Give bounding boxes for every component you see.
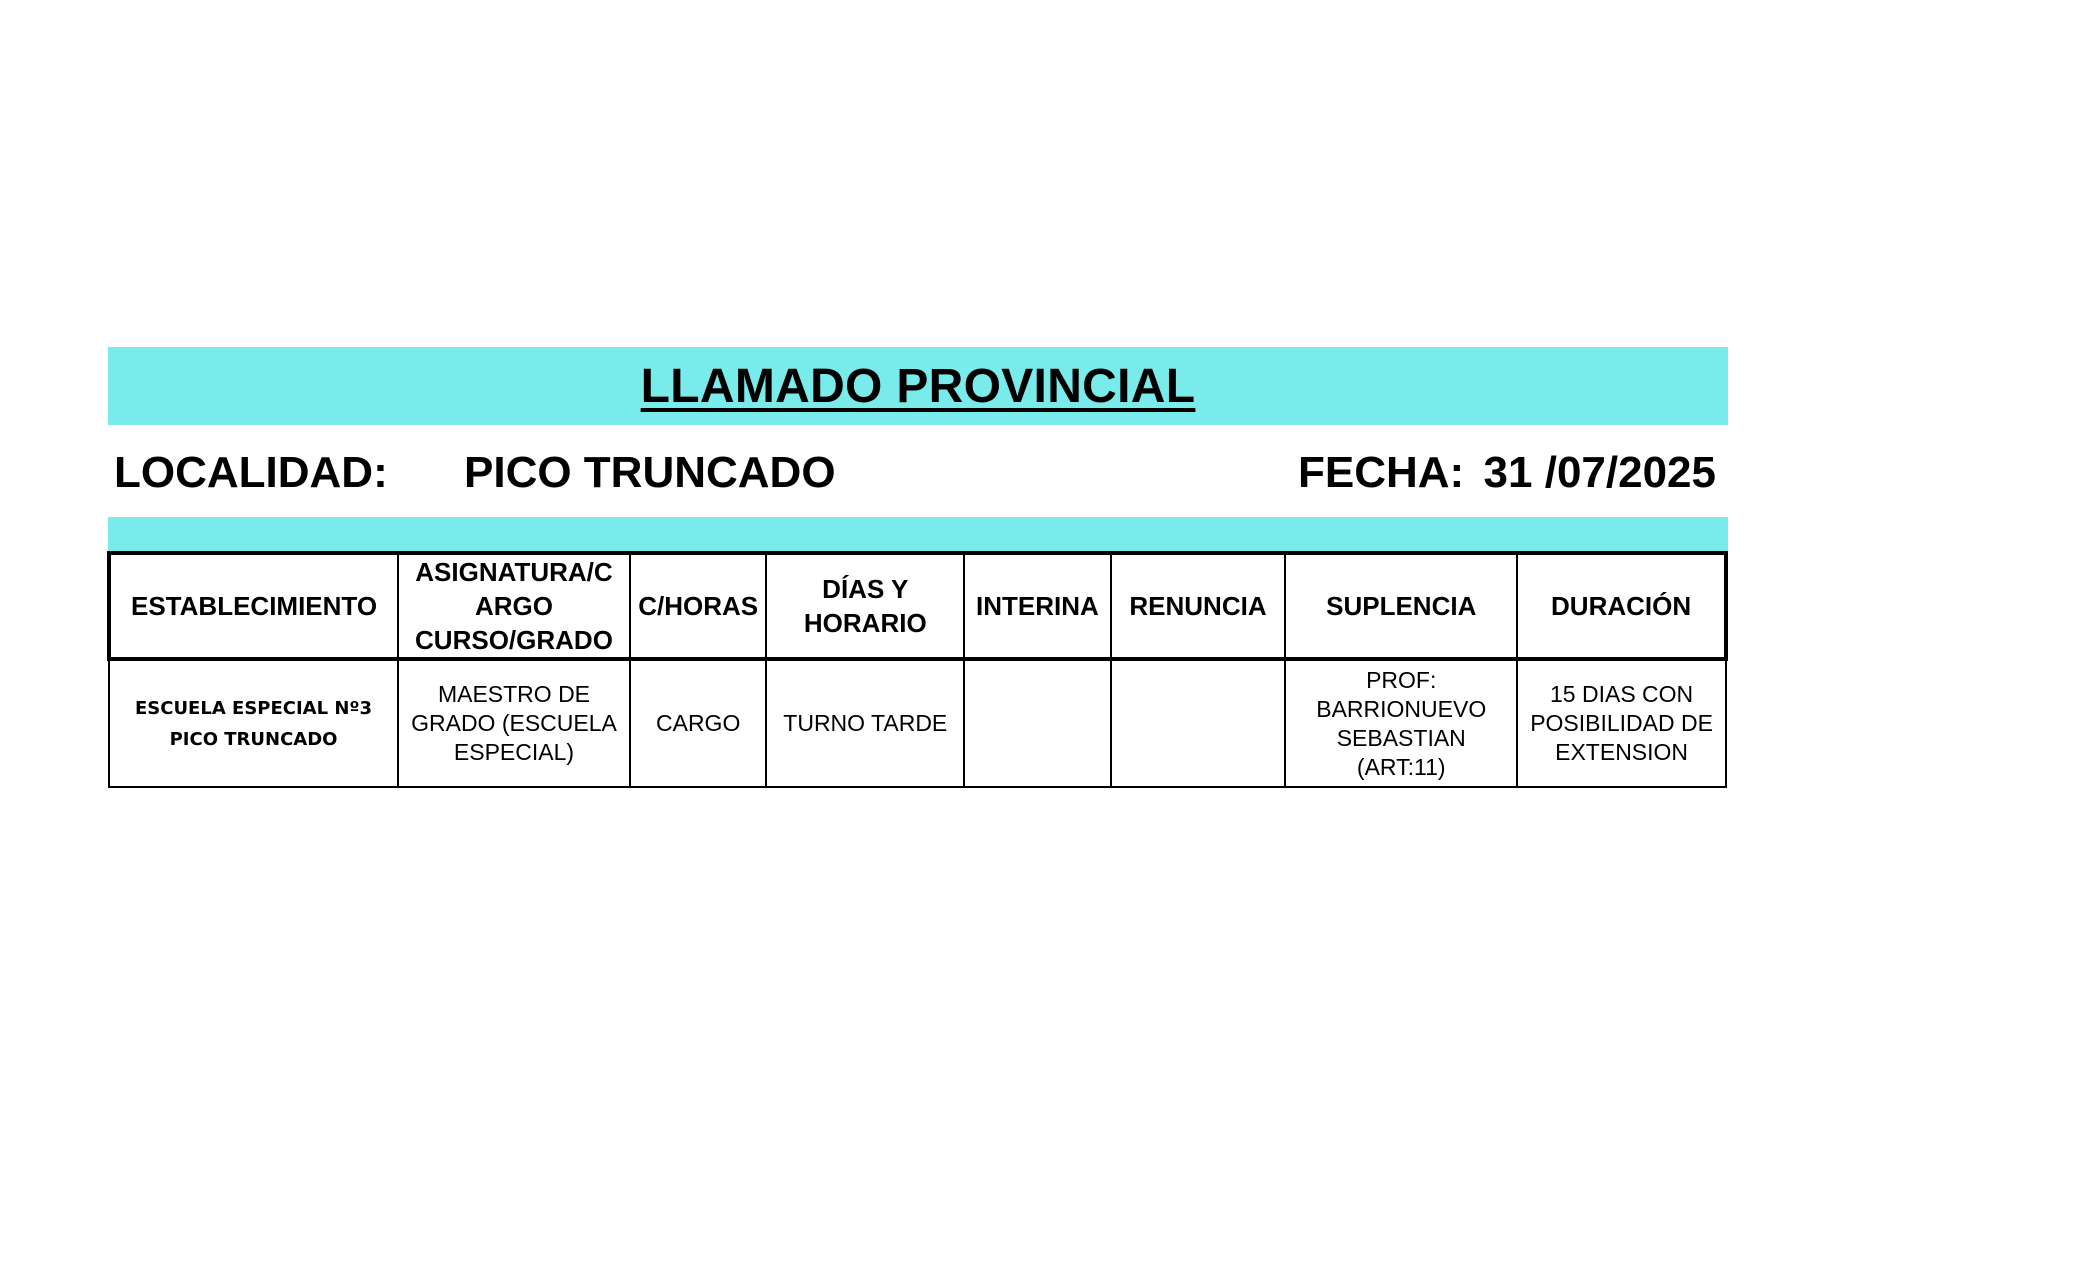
cell-renuncia [1111, 659, 1286, 787]
localidad-label: LOCALIDAD: [114, 448, 388, 497]
info-row [108, 440, 1728, 502]
cell-suplencia: PROF: BARRIONUEVO SEBASTIAN (ART:11) [1285, 659, 1517, 787]
cell-establecimiento: ESCUELA ESPECIAL Nº3 PICO TRUNCADO [109, 659, 398, 787]
cell-interina [964, 659, 1111, 787]
cell-dias-horario: TURNO TARDE [766, 659, 964, 787]
cell-horas: CARGO [630, 659, 767, 787]
page-title: LLAMADO PROVINCIAL [640, 359, 1196, 413]
col-header-horas: C/HORAS [630, 553, 767, 659]
title-band [108, 347, 1728, 425]
calls-table [107, 551, 1728, 788]
col-header-asignatura: ASIGNATURA/C ARGO CURSO/GRADO [398, 553, 630, 659]
col-header-renuncia: RENUNCIA [1111, 553, 1286, 659]
table-row [109, 659, 1726, 787]
fecha-label: FECHA: [1298, 448, 1465, 497]
cell-asignatura: MAESTRO DE GRADO (ESCUELA ESPECIAL) [398, 659, 630, 787]
col-header-establecimiento: ESTABLECIMIENTO [109, 553, 398, 659]
table-header-row [109, 553, 1726, 659]
cell-duracion: 15 DIAS CON POSIBILIDAD DE EXTENSION [1517, 659, 1726, 787]
localidad-value: PICO TRUNCADO [464, 448, 836, 497]
separator-band [108, 517, 1728, 551]
col-header-interina: INTERINA [964, 553, 1111, 659]
col-header-suplencia: SUPLENCIA [1285, 553, 1517, 659]
col-header-dias-horario: DÍAS Y HORARIO [766, 553, 964, 659]
fecha-value: 31 /07/2025 [1483, 448, 1716, 497]
col-header-duracion: DURACIÓN [1517, 553, 1726, 659]
